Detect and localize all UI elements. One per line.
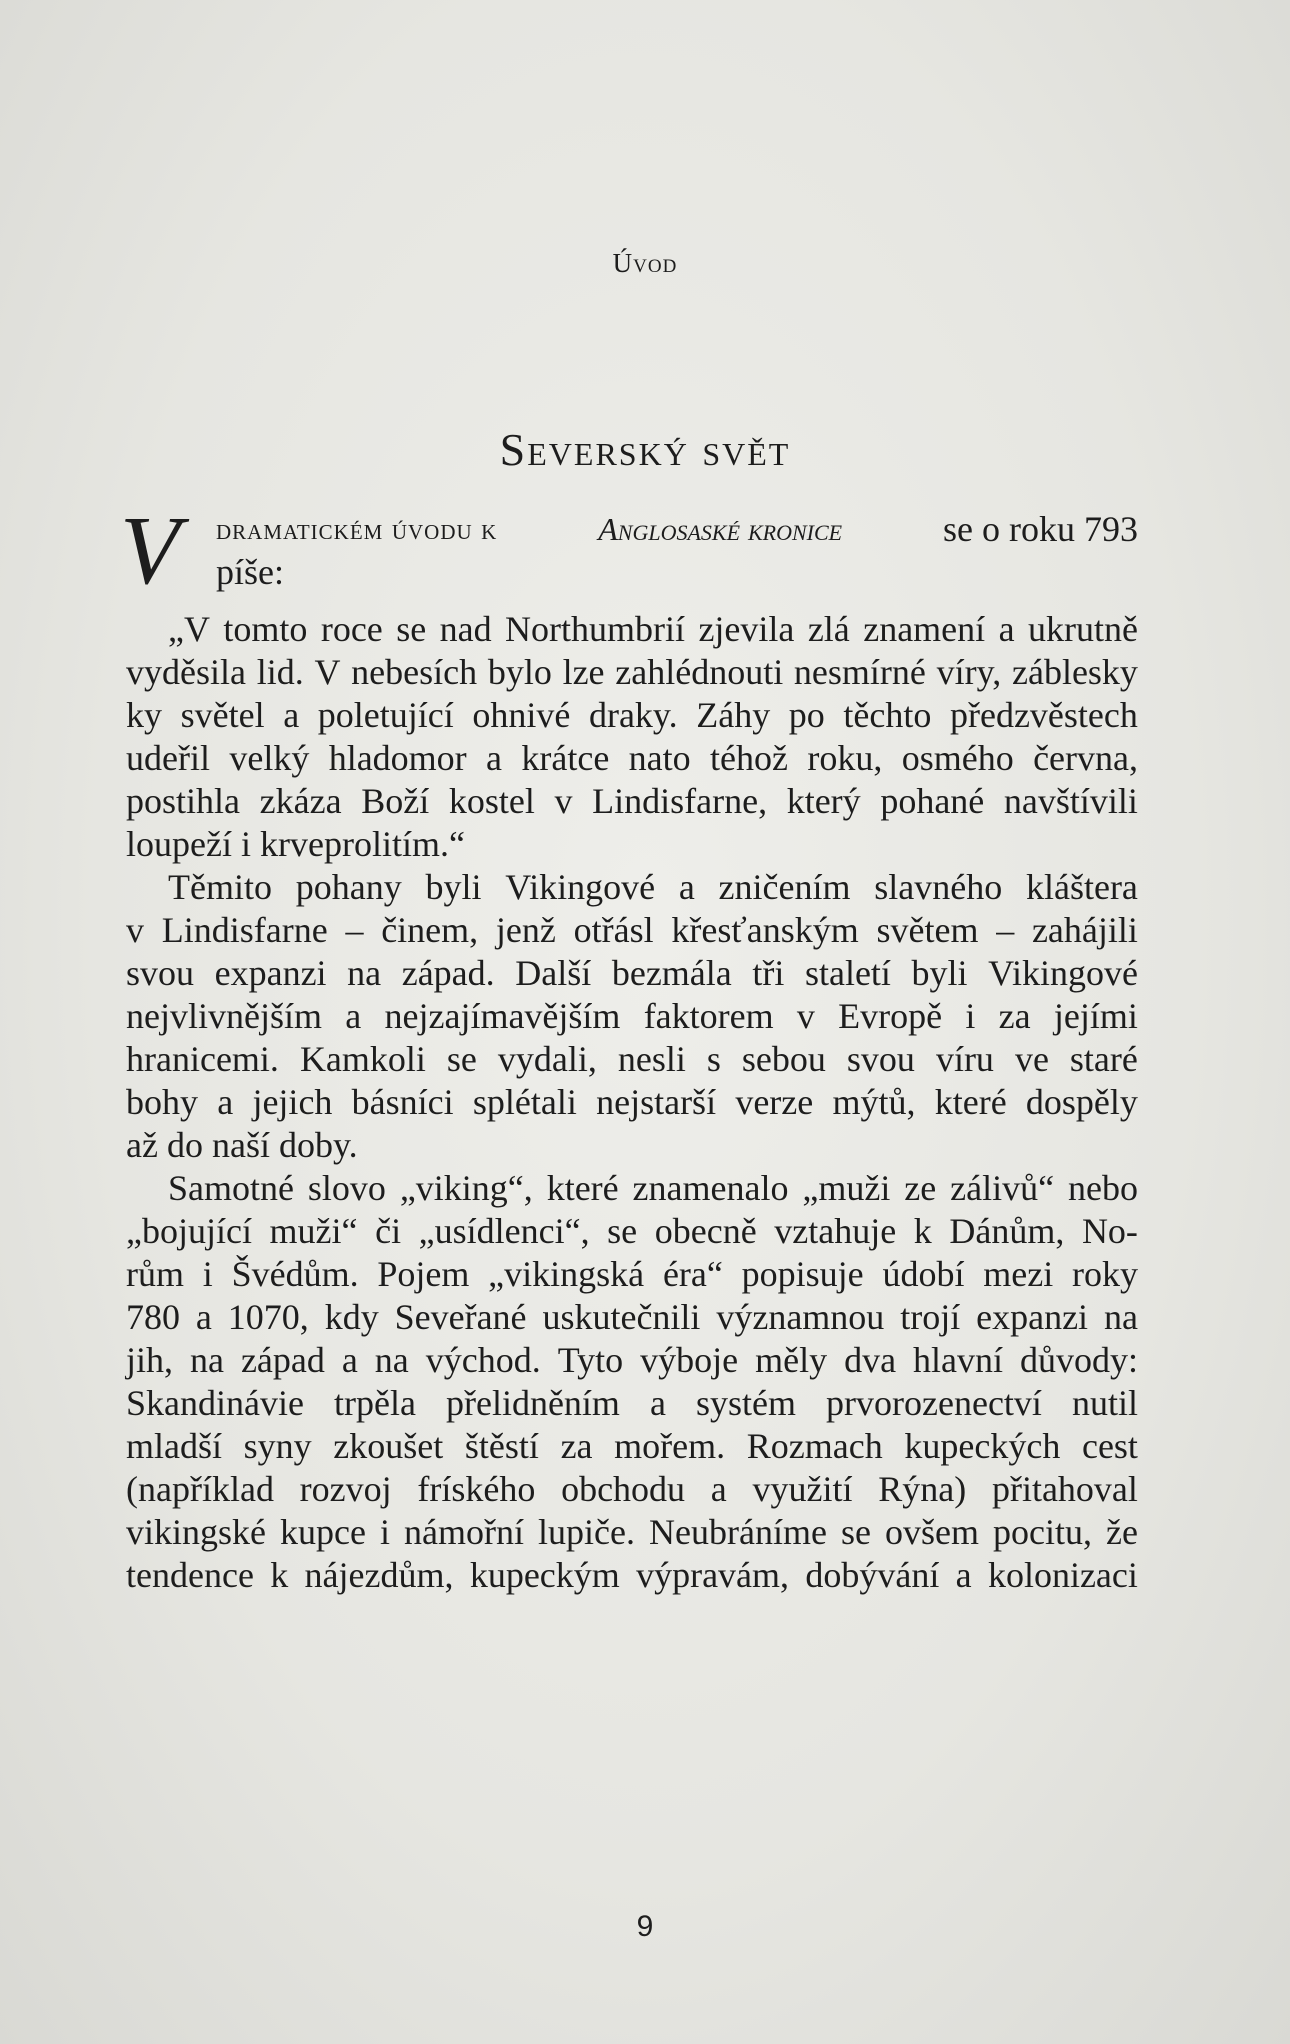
opening-paragraph (120, 497, 1138, 605)
text-line: Skandinávie trpěla přelidněním a systém prvorozenectví nutil (126, 1383, 1138, 1423)
opening-line (216, 551, 1138, 594)
body-text (120, 497, 1138, 1597)
text-line: v Lindisfarne – činem, jenž otřásl křesťanským světem – zahájili (126, 910, 1138, 950)
chapter-title: Severský svět (499, 423, 791, 475)
opening-text: se o roku 793 (943, 509, 1138, 549)
text-line: rům i Švédům. Pojem „vikingská éra“ popisuje údobí mezi roky (126, 1254, 1138, 1294)
text-line: „V tomto roce se nad Northumbrií zjevila zlá znamení a ukrutně (168, 609, 1138, 649)
drop-cap: V (120, 497, 180, 605)
text-line: (například rozvoj fríského obchodu a využití Rýna) přitahoval (126, 1469, 1138, 1509)
text-line: Těmito pohany byli Vikingové a zničením slavného kláštera (168, 867, 1138, 907)
text-line: vikingské kupce i námořní lupiče. Neubráníme se ovšem pocitu, že (126, 1512, 1138, 1552)
opening-text: píše: (216, 552, 284, 592)
text-line: „bojující muži“ či „usídlenci“, se obecně vztahuje k Dánům, No- (126, 1211, 1138, 1251)
opening-line (216, 508, 1138, 551)
paragraph (126, 1167, 1138, 1597)
section-label: Úvod (612, 248, 678, 278)
text-line: ky světel a poletující ohnivé draky. Záhy po těchto předzvěstech (126, 695, 1138, 735)
text-line: hranicemi. Kamkoli se vydali, nesli s sebou svou víru ve staré (126, 1039, 1138, 1079)
text-line: bohy a jejich básníci splétali nejstarší verze mýtů, které dospěly (126, 1082, 1138, 1122)
text-line: svou expanzi na západ. Další bezmála tři staletí byli Vikingové (126, 953, 1138, 993)
text-line: 780 a 1070, kdy Seveřané uskutečnili významnou trojí expanzi na (126, 1297, 1138, 1337)
chronicle-title: Anglosaské kronice (598, 511, 843, 547)
text-line: jih, na západ a na východ. Tyto výboje měly dva hlavní důvody: (126, 1340, 1138, 1380)
text-line: tendence k nájezdům, kupeckým výpravám, dobývání a kolonizaci (126, 1555, 1138, 1595)
page-number: 9 (636, 1910, 654, 1943)
text-line: postihla zkáza Boží kostel v Lindisfarne, který pohané navštívili (126, 781, 1138, 821)
paragraph (126, 608, 1138, 866)
text-line: nejvlivnějším a nejzajímavějším faktorem v Evropě i za jejími (126, 996, 1138, 1036)
text-line: loupeží i krveprolitím.“ (126, 824, 465, 864)
opening-small-caps: dramatickém úvodu k (216, 513, 498, 546)
paragraph (126, 866, 1138, 1167)
text-line: vyděsila lid. V nebesích bylo lze zahlédnouti nesmírné víry, záblesky (126, 652, 1138, 692)
text-line: udeřil velký hladomor a krátce nato téhož roku, osmého června, (126, 738, 1138, 778)
text-line: až do naší doby. (126, 1125, 358, 1165)
text-line: Samotné slovo „viking“, které znamenalo „muži ze zálivů“ nebo (168, 1168, 1138, 1208)
text-line: mladší syny zkoušet štěstí za mořem. Rozmach kupeckých cest (126, 1426, 1138, 1466)
paragraphs (126, 608, 1138, 1597)
